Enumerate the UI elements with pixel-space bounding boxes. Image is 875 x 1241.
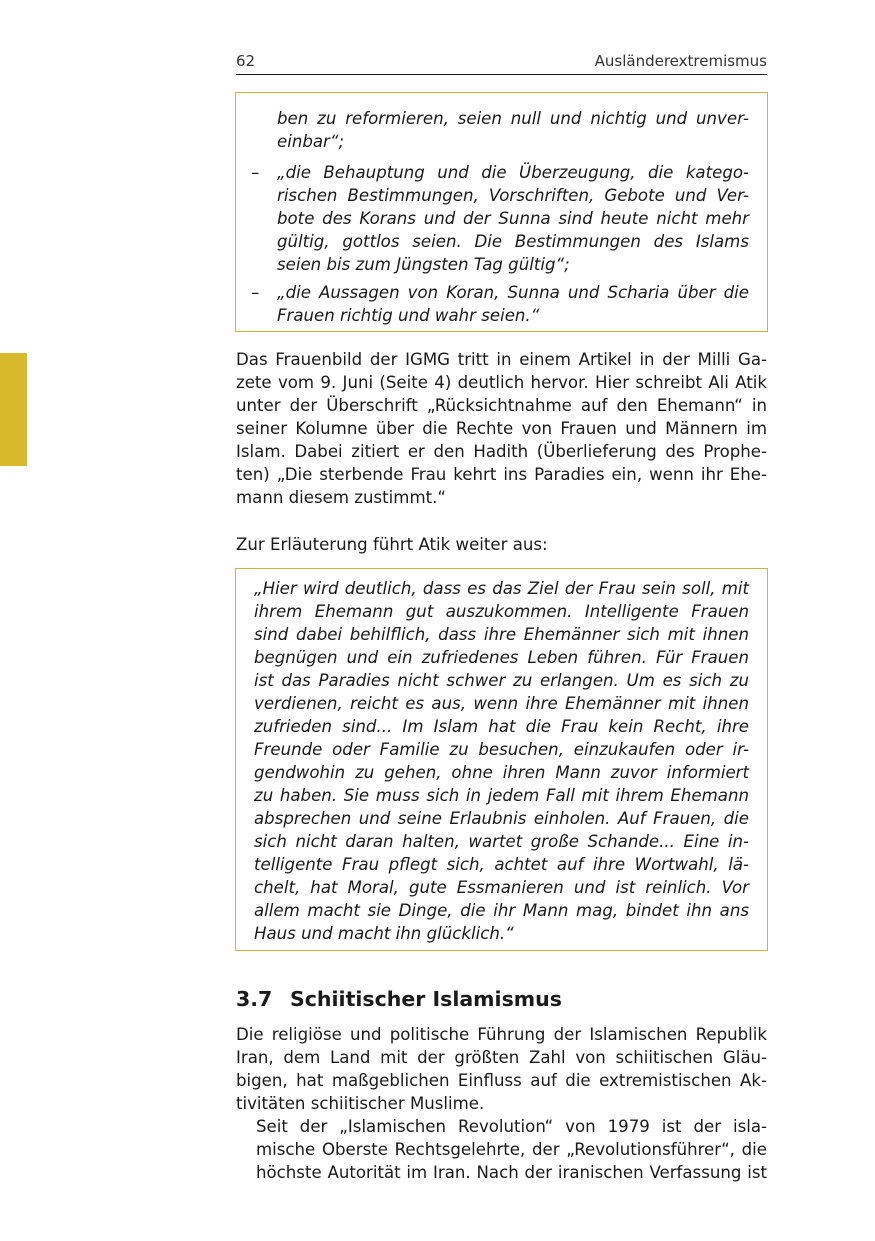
chapter-tab-marker bbox=[0, 353, 27, 466]
body-paragraph-frauenbild: Das Frauenbild der IGMG tritt in einem Artikel in der Milli Ga- zete vom 9. Juni (Seite 4) deutlich hervor. Hier schreibt Ali Atik unter der Überschrift „Rücksichtnahme auf den Ehemann“ in seiner Kolumne über die Rechte von Frauen und Männern im Islam. Dabei zitiert er den Hadith (Überlieferung des Prophe- ten) „Die sterbende Frau kehrt ins Paradies ein, wenn ihr Ehe- mann diesem zustimmt.“ bbox=[236, 350, 767, 507]
page-number: 62 bbox=[236, 52, 256, 70]
running-head-title: Ausländerextremismus bbox=[594, 52, 767, 70]
body-paragraph-iran: Die religiöse und politische Führung der Islamischen Republik Iran, dem Land mit der größten Zahl von schiitischen Gläu- bigen, hat maßgeblichen Einfluss auf die extremistischen Ak- tivitäten schiitischer Muslime. bbox=[236, 1025, 767, 1113]
list-item: „die Aussagen von Koran, Sunna und Scharia über die Frauen richtig und wahr seien.“ bbox=[277, 283, 749, 325]
section-number: 3.7 bbox=[236, 987, 273, 1011]
body-paragraph-revolution: Seit der „Islamischen Revolution“ von 1979 ist der isla- mische Oberste Rechtsgelehrte, der „Revolutionsführer“, die höchste Autorität im Iran. Nach der iranischen Verfassung ist bbox=[256, 1117, 767, 1182]
body-paragraph-intro-quote: Zur Erläuterung führt Atik weiter aus: bbox=[236, 535, 548, 554]
section-title: Schiitischer Islamismus bbox=[290, 987, 562, 1011]
section-heading bbox=[236, 985, 767, 1013]
quote-continuation: ben zu reformieren, seien null und nichtig und unver- einbar“; bbox=[277, 109, 749, 151]
quote-box-decree-list bbox=[235, 92, 768, 332]
list-item: „die Behauptung und die Überzeugung, die katego- rischen Bestimmungen, Vorschriften, Gebote und Ver- bote des Korans und der Sunna sind heute nicht mehr gültig, gottlos seien. Die Bestimmungen des Islams seien bis zum Jüngsten Tag gültig“; bbox=[277, 163, 749, 274]
quote-box-atik bbox=[235, 568, 768, 951]
block-quote: „Hier wird deutlich, dass es das Ziel der Frau sein soll, mit ihrem Ehemann gut auszukommen. Intelligente Frauen sind dabei behilflich, dass ihre Ehemänner sich mit ihnen begnügen und ein zufriedenes Leben führen. Für Frauen ist das Paradies nicht schwer zu erlangen. Um es sich zu verdienen, reicht es aus, wenn ihre Ehemänner mit ihnen zufrieden sind... Im Islam hat die Frau kein Recht, ihre Freunde oder Familie zu besuchen, einzukaufen oder ir- gendwohin zu gehen, ohne ihren Mann zuvor informiert zu haben. Sie muss sich in jedem Fall mit ihrem Ehemann absprechen und seine Erlaubnis einholen. Auf Frauen, die sich nicht daran halten, wartet große Schande... Eine in- telligente Frau pflegt sich, achtet auf ihre Wortwahl, lä- chelt, hat Moral, gute Essmanieren und ist reinlich. Vor allem macht sie Dinge, die ihr Mann mag, bindet ihn ans Haus und macht ihn glücklich.“ bbox=[254, 579, 749, 943]
running-head bbox=[236, 50, 767, 75]
list-dash: – bbox=[251, 163, 260, 182]
list-dash: – bbox=[251, 283, 260, 302]
